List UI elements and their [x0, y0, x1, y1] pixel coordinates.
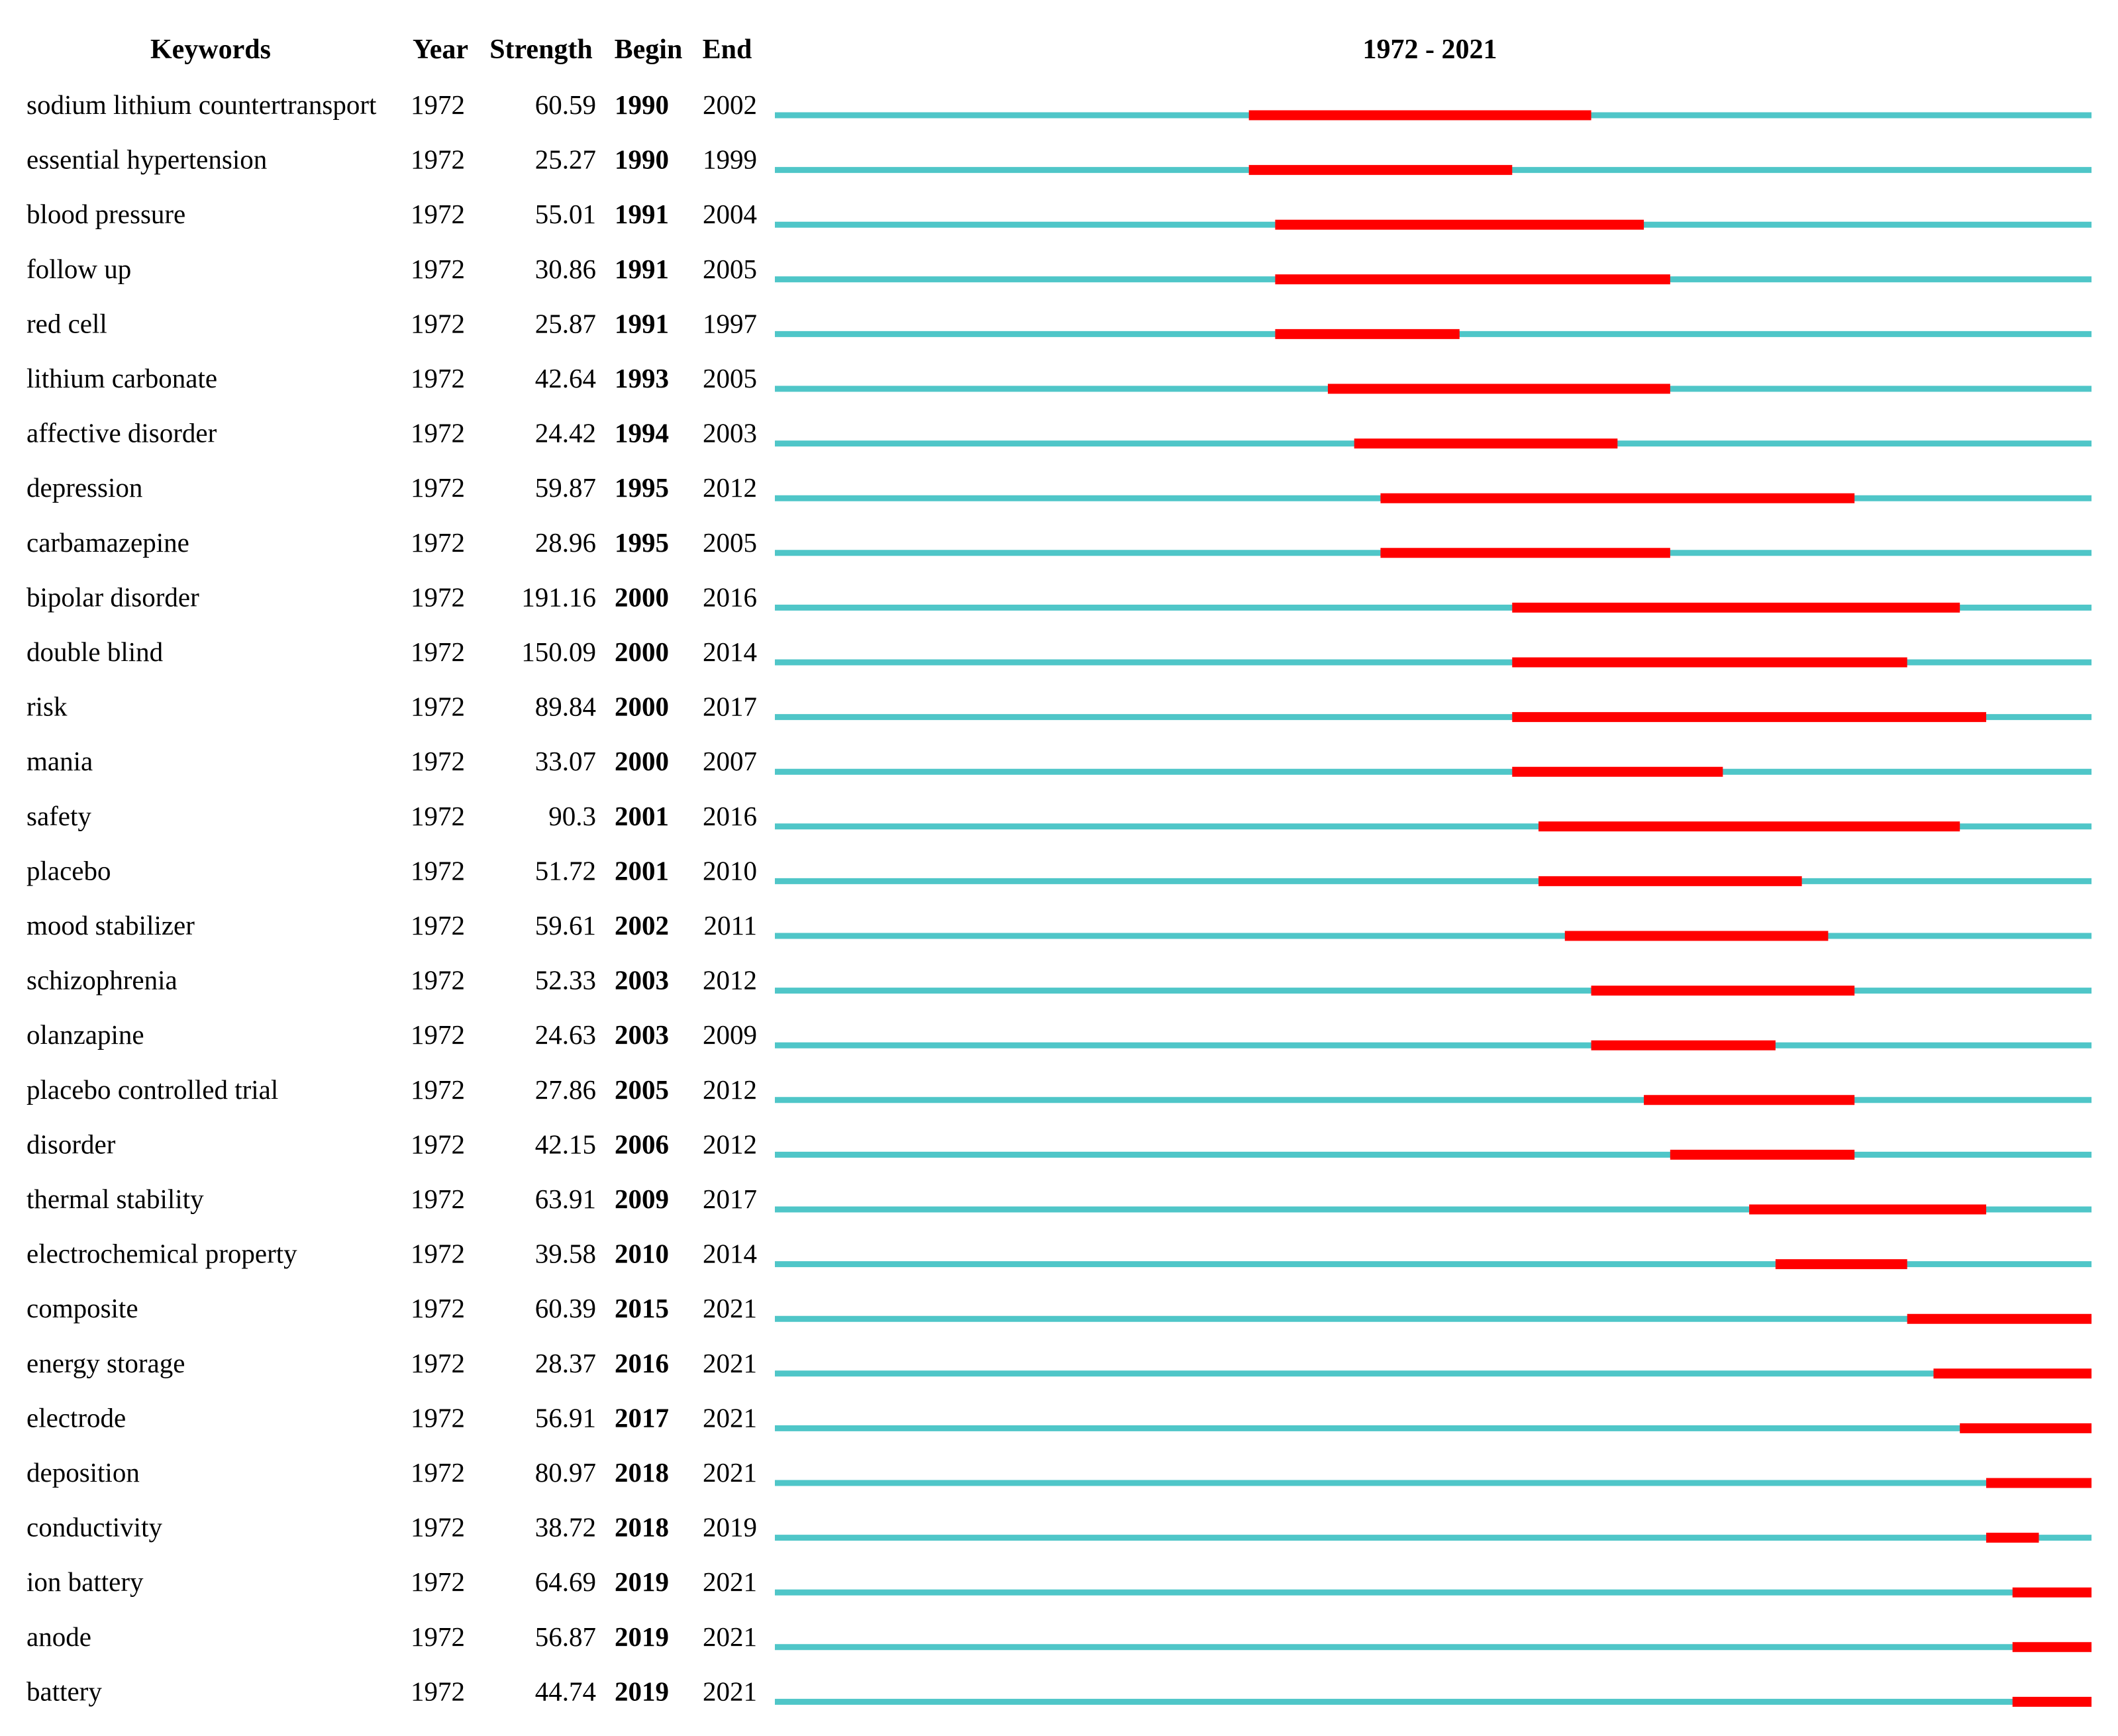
year-value: 1972	[411, 1621, 465, 1652]
strength-value: 63.91	[534, 1184, 596, 1214]
year-value: 1972	[411, 910, 465, 941]
keyword-label: bipolar disorder	[26, 582, 199, 613]
begin-year: 2015	[615, 1293, 669, 1324]
end-year: 1999	[703, 144, 757, 175]
strength-value: 28.37	[534, 1347, 596, 1378]
end-year: 2014	[703, 1238, 757, 1269]
year-value: 1972	[411, 964, 465, 996]
end-year: 2012	[703, 964, 757, 996]
keyword-label: disorder	[26, 1129, 116, 1160]
column-headers	[150, 34, 1497, 65]
year-value: 1972	[411, 855, 465, 886]
year-value: 1972	[411, 253, 465, 284]
begin-year: 2006	[615, 1129, 669, 1160]
begin-year: 2019	[615, 1621, 669, 1652]
header-strength: Strength	[489, 34, 593, 65]
keyword-label: essential hypertension	[26, 144, 268, 175]
keyword-label: placebo controlled trial	[26, 1074, 279, 1105]
keyword-label: electrochemical property	[26, 1238, 297, 1269]
end-year: 2002	[703, 89, 757, 120]
keyword-label: double blind	[26, 637, 164, 667]
begin-year: 2000	[615, 746, 669, 777]
keyword-label: olanzapine	[26, 1019, 144, 1050]
year-value: 1972	[411, 1019, 465, 1050]
end-year: 2017	[703, 691, 757, 722]
strength-value: 55.01	[534, 199, 596, 230]
keyword-label: anode	[26, 1621, 91, 1652]
begin-year: 2016	[615, 1347, 669, 1378]
end-year: 2016	[703, 800, 757, 831]
end-year: 2021	[703, 1676, 757, 1707]
end-year: 2005	[703, 527, 757, 558]
begin-year: 1991	[615, 199, 669, 230]
keyword-label: sodium lithium countertransport	[26, 89, 377, 120]
begin-year: 1993	[615, 363, 669, 393]
strength-value: 191.16	[521, 582, 596, 613]
begin-year: 2005	[615, 1074, 669, 1105]
strength-value: 59.61	[534, 910, 596, 941]
strength-value: 56.91	[534, 1402, 596, 1433]
begin-year: 2001	[615, 855, 669, 886]
keyword-label: safety	[26, 800, 91, 831]
year-value: 1972	[411, 1347, 465, 1378]
end-year: 2021	[703, 1621, 757, 1652]
strength-value: 59.87	[534, 472, 596, 503]
year-value: 1972	[411, 1676, 465, 1707]
keyword-label: composite	[26, 1293, 138, 1324]
begin-year: 2000	[615, 582, 669, 613]
strength-value: 25.27	[534, 144, 596, 175]
end-year: 2012	[703, 1129, 757, 1160]
begin-year: 2019	[615, 1676, 669, 1707]
keyword-rows	[26, 89, 2092, 1706]
begin-year: 2018	[615, 1457, 669, 1488]
end-year: 2016	[703, 582, 757, 613]
strength-value: 28.96	[534, 527, 596, 558]
begin-year: 1990	[615, 89, 669, 120]
keyword-label: conductivity	[26, 1511, 162, 1543]
keyword-label: lithium carbonate	[26, 363, 218, 393]
strength-value: 33.07	[534, 746, 596, 777]
year-value: 1972	[411, 1511, 465, 1543]
year-value: 1972	[411, 1457, 465, 1488]
end-year: 2021	[703, 1566, 757, 1598]
keyword-label: affective disorder	[26, 417, 217, 448]
strength-value: 52.33	[534, 964, 596, 996]
end-year: 2007	[703, 746, 757, 777]
keyword-label: depression	[26, 472, 143, 503]
end-year: 2011	[703, 910, 757, 941]
begin-year: 2000	[615, 691, 669, 722]
keyword-label: electrode	[26, 1402, 126, 1433]
year-value: 1972	[411, 1293, 465, 1324]
keyword-label: schizophrenia	[26, 964, 177, 996]
end-year: 2021	[703, 1347, 757, 1378]
strength-value: 24.63	[534, 1019, 596, 1050]
year-value: 1972	[411, 582, 465, 613]
strength-value: 89.84	[534, 691, 596, 722]
strength-value: 60.39	[534, 1293, 596, 1324]
year-value: 1972	[411, 144, 465, 175]
end-year: 2010	[703, 855, 757, 886]
end-year: 2021	[703, 1457, 757, 1488]
strength-value: 80.97	[534, 1457, 596, 1488]
begin-year: 2003	[615, 964, 669, 996]
header-end: End	[702, 34, 752, 65]
year-value: 1972	[411, 1402, 465, 1433]
strength-value: 150.09	[521, 637, 596, 667]
header-keywords: Keywords	[150, 34, 271, 65]
year-value: 1972	[411, 746, 465, 777]
begin-year: 1990	[615, 144, 669, 175]
begin-year: 2017	[615, 1402, 669, 1433]
begin-year: 2018	[615, 1511, 669, 1543]
strength-value: 27.86	[534, 1074, 596, 1105]
begin-year: 2009	[615, 1184, 669, 1214]
begin-year: 2003	[615, 1019, 669, 1050]
keyword-label: ion battery	[26, 1566, 144, 1598]
begin-year: 2001	[615, 800, 669, 831]
year-value: 1972	[411, 1238, 465, 1269]
year-value: 1972	[411, 199, 465, 230]
begin-year: 1991	[615, 308, 669, 339]
keyword-label: carbamazepine	[26, 527, 189, 558]
end-year: 2017	[703, 1184, 757, 1214]
end-year: 2005	[703, 253, 757, 284]
keyword-label: energy storage	[26, 1347, 185, 1378]
begin-year: 2002	[615, 910, 669, 941]
chart-title: 1972 - 2021	[1362, 34, 1497, 65]
strength-value: 42.15	[534, 1129, 596, 1160]
header-begin: Begin	[614, 34, 683, 65]
strength-value: 25.87	[534, 308, 596, 339]
end-year: 2012	[703, 472, 757, 503]
year-value: 1972	[411, 1129, 465, 1160]
begin-year: 2000	[615, 637, 669, 667]
keyword-label: blood pressure	[26, 199, 186, 230]
year-value: 1972	[411, 637, 465, 667]
strength-value: 24.42	[534, 417, 596, 448]
year-value: 1972	[411, 89, 465, 120]
year-value: 1972	[411, 800, 465, 831]
end-year: 2019	[703, 1511, 757, 1543]
end-year: 2014	[703, 637, 757, 667]
strength-value: 44.74	[534, 1676, 596, 1707]
end-year: 2009	[703, 1019, 757, 1050]
year-value: 1972	[411, 1184, 465, 1214]
strength-value: 56.87	[534, 1621, 596, 1652]
strength-value: 42.64	[534, 363, 596, 393]
end-year: 1997	[703, 308, 757, 339]
strength-value: 51.72	[534, 855, 596, 886]
end-year: 2021	[703, 1402, 757, 1433]
year-value: 1972	[411, 1074, 465, 1105]
keyword-label: deposition	[26, 1457, 140, 1488]
begin-year: 2010	[615, 1238, 669, 1269]
keyword-label: placebo	[26, 855, 111, 886]
year-value: 1972	[411, 363, 465, 393]
keyword-label: mood stabilizer	[26, 910, 195, 941]
end-year: 2012	[703, 1074, 757, 1105]
strength-value: 30.86	[534, 253, 596, 284]
begin-year: 2019	[615, 1566, 669, 1598]
keyword-label: mania	[26, 746, 93, 777]
year-value: 1972	[411, 527, 465, 558]
begin-year: 1995	[615, 472, 669, 503]
strength-value: 60.59	[534, 89, 596, 120]
begin-year: 1995	[615, 527, 669, 558]
strength-value: 39.58	[534, 1238, 596, 1269]
year-value: 1972	[411, 417, 465, 448]
keyword-label: risk	[26, 691, 68, 722]
year-value: 1972	[411, 472, 465, 503]
end-year: 2005	[703, 363, 757, 393]
begin-year: 1991	[615, 253, 669, 284]
year-value: 1972	[411, 308, 465, 339]
begin-year: 1994	[615, 417, 669, 448]
keyword-label: red cell	[26, 308, 107, 339]
keyword-label: thermal stability	[26, 1184, 204, 1214]
keyword-label: follow up	[26, 253, 132, 284]
header-year: Year	[413, 34, 468, 65]
year-value: 1972	[411, 691, 465, 722]
strength-value: 90.3	[548, 800, 596, 831]
year-value: 1972	[411, 1566, 465, 1598]
strength-value: 38.72	[534, 1511, 596, 1543]
keyword-label: battery	[26, 1676, 102, 1707]
end-year: 2021	[703, 1293, 757, 1324]
end-year: 2003	[703, 417, 757, 448]
strength-value: 64.69	[534, 1566, 596, 1598]
end-year: 2004	[703, 199, 757, 230]
